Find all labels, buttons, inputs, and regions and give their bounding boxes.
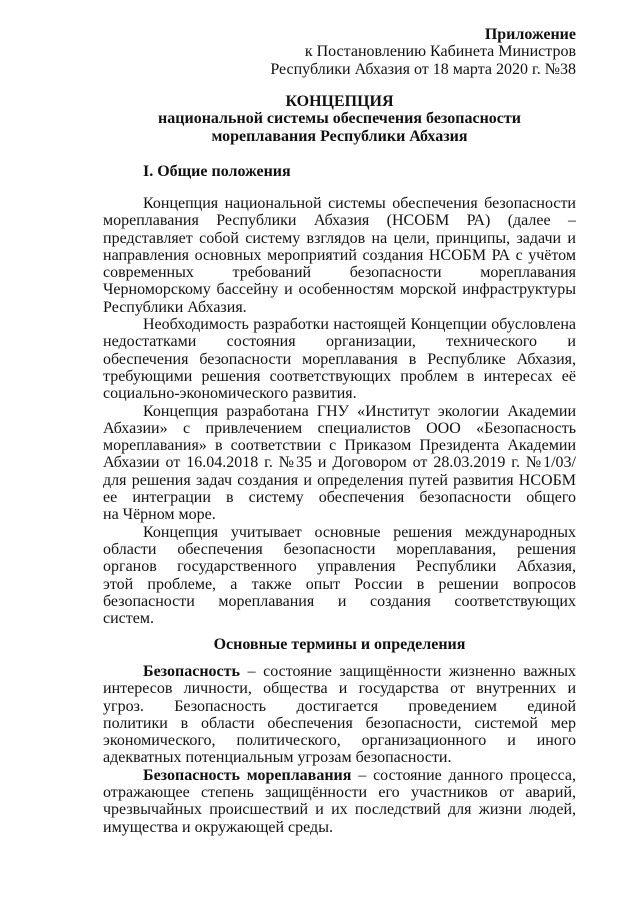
terms-heading — [103, 636, 576, 653]
paragraph-line: Необходимость разработки настоящей Концепции обусловлена — [143, 316, 576, 334]
definition-2-body — [103, 784, 576, 836]
title-sub-1: национальной системы обеспечения безопасности — [158, 110, 521, 128]
paragraph-line: систем. — [103, 610, 154, 628]
paragraph-line: для решения задач создания и определения путей развития НСОБМ — [103, 471, 576, 489]
paragraph — [103, 403, 576, 524]
definition-line: адекватных потенциальным угрозам безопасности. — [103, 749, 452, 767]
section-1-body — [103, 195, 576, 627]
title-sub-2: мореплавания Республики Абхазия — [211, 127, 468, 145]
paragraph-line: ее интеграции в систему обеспечения безопасности общего — [103, 489, 576, 507]
terms-body — [103, 663, 576, 836]
paragraph-line: Абхазии от 16.04.2018 г. №35 и Договором от 28.03.2019 г. №1/03/ — [103, 454, 576, 472]
paragraph — [103, 316, 576, 402]
section-heading: I. Общие положения — [143, 163, 291, 180]
paragraph-line: представляет собой систему взглядов на цели, принципы, задачи и — [103, 229, 576, 247]
paragraph-line: Концепция разработана ГНУ «Институт экологии Академии — [143, 402, 576, 420]
definition-line: интересов личности, общества и государства от внутренних и — [103, 680, 576, 698]
definition-2-first-line: Безопасность мореплавания – состояние данного процесса, — [143, 766, 576, 784]
paragraph-line: органов государственного управления Республики Абхазия, — [103, 558, 576, 576]
definition-line: политики в области обеспечения безопасности, системой мер — [103, 714, 576, 732]
paragraph-line: обеспечения безопасности мореплавания в Республике Абхазия, — [103, 350, 576, 368]
paragraph-line: Черноморскому бассейну и особенностям морской инфраструктуры — [103, 281, 576, 299]
definition-line: чрезвычайных происшествий и их последствий для жизни людей, — [103, 801, 576, 819]
paragraph-line: Республики Абхазия. — [103, 298, 247, 316]
section-1-heading — [103, 163, 576, 180]
appendix-label: Приложение — [484, 26, 576, 43]
paragraph-line: этой проблеме, а также опыт России в решении вопросов — [103, 575, 576, 593]
terms-heading-text: Основные термины и определения — [213, 636, 466, 653]
paragraph-line: недостатками состояния организации, технического и — [103, 333, 576, 351]
definition-line: угроз. Безопасность достигается проведением единой — [103, 697, 576, 715]
document-title — [103, 93, 576, 145]
paragraph-line: направления основных мероприятий создания НСОБМ РА с учётом — [103, 246, 576, 264]
paragraph-line: Концепция национальной системы обеспечения безопасности — [143, 195, 576, 212]
title-main: КОНЦЕПЦИЯ — [285, 93, 394, 110]
paragraph-line: социально-экономического развития. — [103, 385, 357, 403]
paragraph-line: современных требований безопасности мореплавания — [103, 264, 576, 282]
paragraph-line: области обеспечения безопасности мореплавания, решения — [103, 540, 576, 558]
appendix-line-2: Республики Абхазия от 18 марта 2020 г. №38 — [270, 60, 576, 78]
appendix-header — [103, 26, 576, 78]
paragraph-line: Концепция учитывает основные решения международных — [143, 523, 576, 541]
definition-line: имущества и окружающей среды. — [103, 818, 333, 836]
paragraph-line: требующими решения соответствующих проблем в интересах её — [103, 367, 576, 385]
paragraph-line: Абхазии» с привлечением специалистов ООО «Безопасность — [103, 419, 576, 437]
paragraph — [103, 195, 576, 316]
definition-line: отражающее степень защищённости его участников от аварий, — [103, 784, 576, 802]
paragraph — [103, 524, 576, 628]
paragraph-line: на Чёрном море. — [103, 506, 216, 524]
appendix-line-1: к Постановлению Кабинета Министров — [304, 43, 576, 61]
definition-1-first-line: Безопасность – состояние защищённости жизненно важных — [143, 663, 576, 680]
definition-1-body — [103, 680, 576, 766]
paragraph-line: безопасности мореплавания и создания соответствующих — [103, 592, 576, 610]
definition-line: экономического, политического, организационного и иного — [103, 732, 576, 750]
paragraph-line: мореплавания» в соответствии с Приказом Президента Академии — [103, 437, 576, 455]
paragraph-line: мореплавания Республики Абхазия (НСОБМ РА) (далее – — [103, 212, 576, 230]
